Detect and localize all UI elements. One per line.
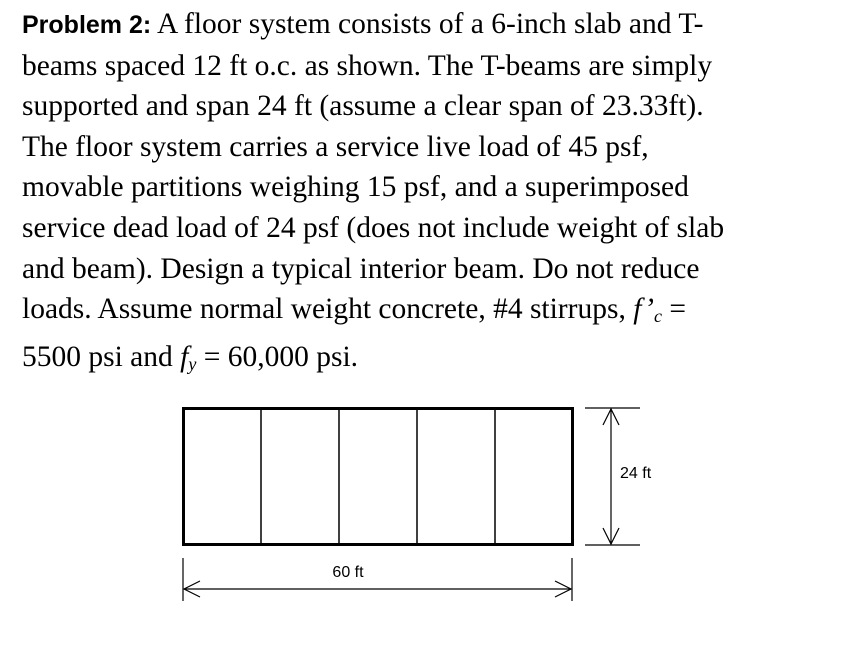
height-label: 24 ft — [620, 465, 652, 482]
width-label: 60 ft — [332, 564, 364, 581]
floor-outline — [184, 409, 573, 545]
problem-text-1: A floor system consists of a 6-inch slab and T- — [156, 8, 704, 40]
problem-text-8: loads. Assume normal weight concrete, #4 stirrups, — [22, 293, 626, 326]
height-dimension — [585, 408, 652, 545]
problem-line-6: service dead load of 24 psf (does not include weight of slab — [22, 211, 725, 244]
problem-line-5: movable partitions weighing 15 psf, and a superimposed — [22, 171, 689, 204]
fc-equals: = — [669, 293, 686, 326]
problem-line-2: beams spaced 12 ft o.c. as shown. The T-beams are simply — [22, 49, 713, 82]
fy-symbol: f — [180, 340, 189, 373]
fy-value: = 60,000 psi. — [203, 340, 359, 373]
problem-label: Problem 2: — [22, 11, 152, 39]
fy-subscript: y — [188, 353, 197, 374]
fc-value: 5500 psi and — [22, 340, 173, 373]
problem-line-3: supported and span 24 ft (assume a clear span of 23.33ft). — [22, 90, 704, 123]
fc-subscript: c — [653, 306, 662, 327]
problem-line-7: and beam). Design a typical interior beam. Do not reduce — [22, 252, 700, 285]
width-dimension — [183, 558, 572, 601]
fc-symbol: f’ — [633, 293, 654, 326]
problem-line-4: The floor system carries a service live load of 45 psf, — [22, 130, 649, 163]
